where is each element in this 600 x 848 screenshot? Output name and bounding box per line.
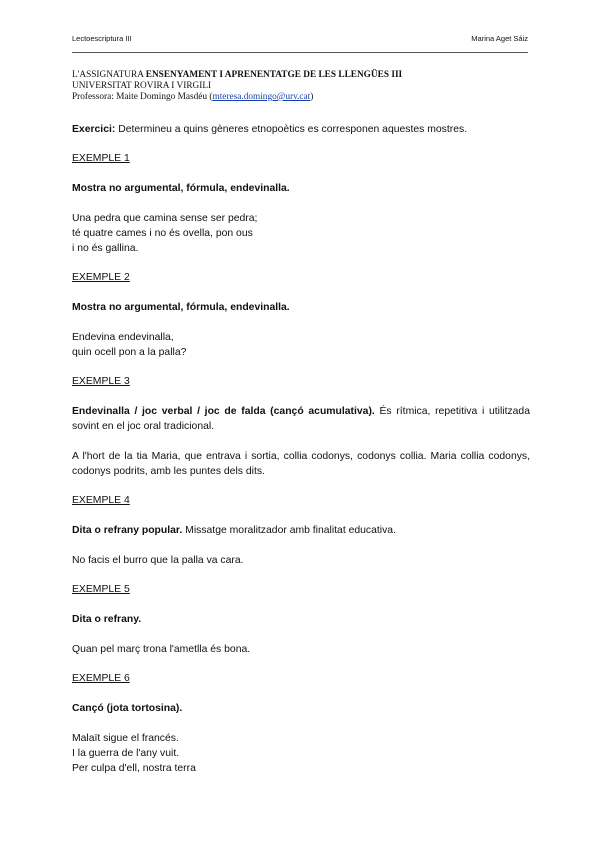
exercise-label: Exercici: (72, 124, 116, 135)
professor-line (72, 92, 532, 103)
example-6-line: Per culpa d'ell, nostra terra (72, 763, 196, 774)
example-2-line: Endevina endevinalla, (72, 332, 174, 343)
example-3-title: EXEMPLE 3 (72, 376, 130, 387)
exercise-text: Determineu a quins gèneres etnopoètics es corresponen aquestes mostres. (115, 124, 468, 135)
example-2-text (72, 330, 530, 360)
example-4-description (72, 523, 530, 538)
subject-prefix: L'ASSIGNATURA (72, 70, 146, 80)
example-4-comment: Missatge moralitzador amb finalitat educativa. (182, 525, 396, 536)
document-body (72, 122, 530, 776)
example-5-text: Quan pel març trona l'ametlla és bona. (72, 644, 251, 655)
example-1-genre: Mostra no argumental, fórmula, endevinalla. (72, 183, 290, 194)
example-3-description (72, 404, 530, 434)
header-rule (72, 52, 528, 53)
example-2-description (72, 300, 530, 315)
running-header (72, 34, 528, 48)
example-5-genre: Dita o refrany. (72, 614, 142, 625)
professor-email-link[interactable]: mteresa.domingo@urv.cat (212, 92, 311, 102)
example-1-line: té quatre cames i no és ovella, pon ous (72, 228, 253, 239)
exercise-statement (72, 122, 530, 137)
example-3-text: A l'hort de la tia Maria, que entrava i sortia, collia codonys, codonys collia. Maria collia codonys, codonys podrits, amb les puntes dels dits. (72, 451, 530, 477)
example-6-text (72, 731, 530, 776)
example-2-line: quin ocell pon a la palla? (72, 347, 187, 358)
example-3-comment: És rítmica, repetitiva i utilitzada sovint en el joc oral tradicional. (72, 406, 530, 432)
example-6-description (72, 701, 530, 716)
example-1-title: EXEMPLE 1 (72, 153, 130, 164)
professor-suffix: ) (310, 92, 314, 102)
example-4-text: No facis el burro que la palla va cara. (72, 555, 244, 566)
example-1-line: i no és gallina. (72, 243, 139, 254)
header-course: Lectoescriptura III (72, 34, 132, 43)
university-line: UNIVERSITAT ROVIRA I VIRGILI (72, 81, 212, 91)
professor-prefix: Professora: Maite Domingo Masdéu ( (72, 92, 213, 102)
example-6-title: EXEMPLE 6 (72, 673, 130, 684)
example-1-description (72, 181, 530, 196)
subject-name: ENSENYAMENT I APRENENTATGE DE LES LLENGÜES III (145, 70, 403, 80)
example-5-description (72, 612, 530, 627)
example-4-genre: Dita o refrany popular. (72, 525, 183, 536)
example-6-line: Malaït sigue el francés. (72, 733, 179, 744)
example-6-genre: Cançó (jota tortosina). (72, 703, 183, 714)
example-1-text (72, 211, 530, 256)
example-2-title: EXEMPLE 2 (72, 272, 130, 283)
example-4-title: EXEMPLE 4 (72, 495, 130, 506)
example-2-genre: Mostra no argumental, fórmula, endevinalla. (72, 302, 290, 313)
course-subject-line (72, 70, 532, 81)
example-6-line: I la guerra de l'any vuit. (72, 748, 180, 759)
example-1-line: Una pedra que camina sense ser pedra; (72, 213, 258, 224)
course-info (72, 70, 532, 103)
header-author: Marina Aget Sáiz (471, 34, 528, 43)
example-3-genre: Endevinalla / joc verbal / joc de falda (cançó acumulativa). (72, 406, 375, 417)
example-5-title: EXEMPLE 5 (72, 584, 130, 595)
